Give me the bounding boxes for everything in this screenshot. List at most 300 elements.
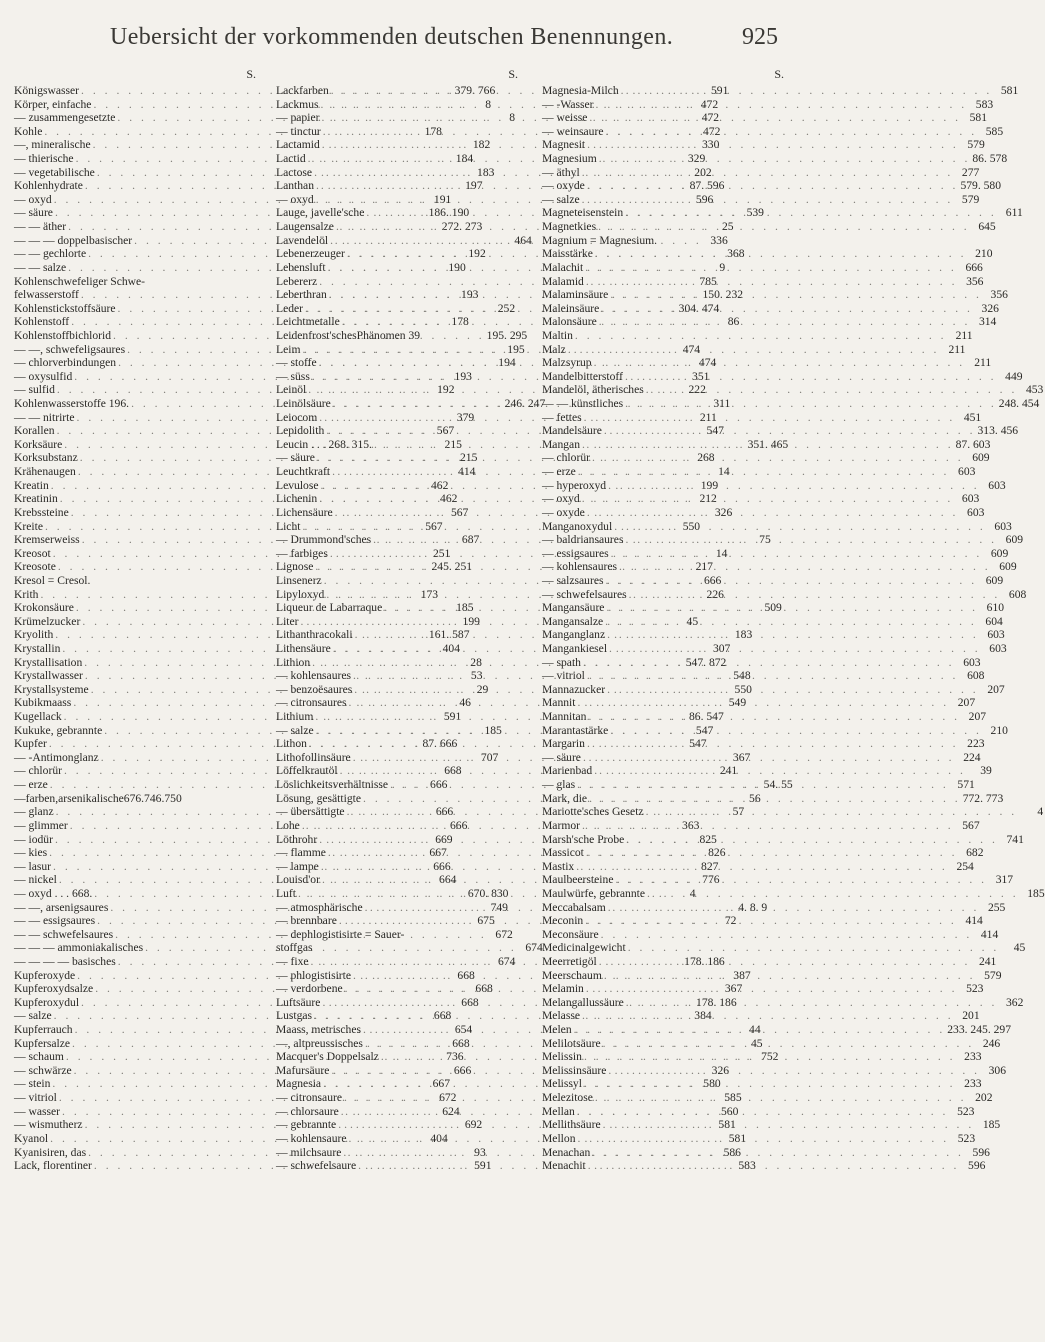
index-entry [542,1159,986,1173]
entry-term: Malaminsäure [542,288,609,302]
entry-term: — fixe [276,955,309,968]
entry-page-ref: 28 [470,655,482,669]
index-entry [542,124,1004,139]
dot-leader [625,370,997,384]
entry-term: Lustgas [276,1009,313,1023]
entry-term: — — nitrirte [14,410,75,424]
entry-term: — glanz [14,805,54,819]
entry-term: — glas [542,778,576,792]
entry-page-ref: 666 [450,818,468,832]
entry-page-ref: 217 [695,560,713,574]
entry-page-ref: 379 [456,410,475,424]
entry-page-ref: 667 [429,846,447,860]
index-entry [542,955,997,969]
entry-term: Mangankiesel [542,641,608,655]
entry-page-ref: 474 [698,356,717,370]
entry-page-ref: 161. 587 [428,628,470,642]
entry-term: Leiocom [276,410,318,424]
entry-page-ref: 4. 8. 9 [738,900,768,914]
entry-term: — citronsaure [276,1091,342,1105]
entry-page-ref: 668 [457,968,475,982]
entry-list [542,84,1045,1173]
entry-term: — übersättigte [276,805,345,819]
entry-term: — — äther [14,220,67,234]
index-entry [542,533,1024,547]
entry-page-ref: 272. 273 [441,220,483,234]
index-entry [542,260,983,275]
index-entry [542,1009,980,1023]
dot-leader [594,764,966,778]
entry-page-ref: 215 [444,437,462,451]
entry-term: — —, arsenigsaures [14,900,109,914]
index-entry [542,1104,975,1119]
entry-term: Leichtmetalle [276,315,340,329]
entry-page-ref: 185 [456,601,474,615]
entry-page-ref: 185 [484,723,502,737]
entry-term: — salze [276,723,314,737]
entry-page-ref: 674 [497,955,516,968]
entry-term: Maass, metrisches [276,1023,362,1037]
entry-page-ref: 8 [485,97,492,111]
entry-term: Liqueur de Labarraque [276,601,383,615]
entry-term: Lauge, javelle'sche [276,206,365,220]
entry-page-ref: 178. 186 [684,955,725,968]
index-entry [542,437,991,452]
index-entry [542,832,1024,847]
entry-page-ref: 749 [490,900,508,914]
entry-term: — milchsaure [276,1145,342,1159]
dot-leader [585,914,957,928]
index-entry [542,995,1024,1010]
entry-term: Mangansäure [542,601,605,615]
entry-page-ref: 311 [713,397,731,411]
dot-leader [607,683,979,697]
entry-page-ref: 192 [468,247,486,261]
entry-term: — süss [276,369,310,383]
dot-leader [587,138,959,152]
entry-term: Kresol = Cresol. [14,573,91,587]
entry-page-ref: 222 [688,383,706,397]
entry-term: Kohlenstickstoffsäure [14,301,116,315]
entry-term: Lithon [276,737,307,751]
entry-page-ref: 199 [462,614,480,628]
entry-page-ref: 666 [433,859,451,873]
entry-term: — chlorverbindungen [14,356,117,370]
entry-term: Melezitose [542,1091,593,1105]
entry-page-ref: 523 [966,982,984,996]
entry-page-ref: 707 [480,750,499,764]
index-entry [542,818,980,833]
index-entry [542,900,1006,915]
entry-term: Mellan [542,1104,575,1118]
column-heading: S. [246,67,256,81]
entry-term: Magnium = Magnesium. [542,233,658,247]
entry-term: Lanthan [276,179,314,193]
index-entry [542,397,1040,411]
dot-leader [588,710,960,724]
dot-leader [615,873,987,887]
dot-leader [582,166,954,180]
entry-page-ref: 190 [448,260,466,274]
entry-term: Lichensäure [276,505,333,519]
entry-term: Mastix [542,859,575,873]
entry-term: — zusammengesetzte [14,111,116,125]
entry-page-ref: 351 [692,369,710,383]
dot-leader [605,615,977,629]
index-entry [542,805,1044,819]
entry-term: — kohlensaures [276,669,352,683]
index-entry [542,587,1027,602]
entry-page-ref: 178 [451,315,469,329]
dot-leader [608,901,980,915]
entry-term: Kohlenhydrate [14,179,83,193]
dot-leader [583,656,955,670]
entry-term: Marmor [542,818,580,832]
entry-page-ref: 611 [1005,206,1023,220]
entry-term: — fettes [542,410,582,424]
entry-page-ref: 581 [718,1118,736,1132]
entry-term: Lactamid [276,138,320,152]
entry-page-ref: 351. 465 [747,437,789,451]
entry-term: — oxyde [542,179,585,193]
entry-term: — -Antimonglanz [14,750,99,764]
index-entry [542,710,987,724]
entry-page-ref: 670. 830 [467,886,509,900]
entry-page-ref: 666 [703,573,722,587]
column-heading: S. [508,67,518,81]
entry-term: Liter [276,614,299,628]
entry-term: Meerschaum [542,968,602,982]
entry-page-ref: 241 [978,955,997,968]
entry-page-ref: 326 [981,301,999,315]
entry-page-ref: 226 [706,587,724,601]
entry-term: Maisstärke [542,247,593,261]
entry-page-ref: 579 [961,192,980,206]
entry-page-ref: 472 [701,111,720,125]
entry-page-ref: 186. 190 [428,206,470,220]
index-entry [542,220,996,234]
entry-page-ref: 674 [525,941,543,955]
entry-page-ref: 233 [964,1077,982,1091]
dot-leader [646,383,1018,397]
entry-term: — — — — basisches [14,955,116,968]
index-entry [542,982,984,996]
entry-term: Louisd'or [276,873,320,887]
entry-term: — — — ammoniakalisches [14,941,144,955]
entry-term: Kohle [14,124,43,138]
dot-leader [598,220,970,234]
index-entry [542,356,992,370]
dot-leader [647,887,1019,901]
entry-page-ref: 233. 245. 297 [947,1023,1011,1037]
entry-term: Kugellack [14,710,62,724]
entry-term: — oxyd [276,192,314,206]
dot-leader [582,438,954,452]
index-entry [542,968,1002,983]
entry-term: Kryolith [14,628,54,642]
entry-term: Meccabalsam [542,900,606,914]
index-entry [542,179,1002,193]
entry-term: Meconsäure [542,927,599,941]
index-entry [542,927,999,942]
entry-term: Mark, die [542,791,588,805]
entry-page-ref: 603 [989,641,1007,655]
entry-term: Lösung, gesättigte [276,791,362,805]
entry-term: Medicinalgewicht [542,941,626,955]
entry-page-ref: 45 [1013,941,1026,955]
entry-page-ref: 384 [694,1009,712,1023]
index-entry [542,1118,1001,1132]
entry-term: Luftsäure [276,995,321,1009]
entry-page-ref: 668 [475,982,493,996]
dot-leader [587,669,959,683]
index-entry [542,152,1008,166]
entry-term: Lithanthracokali [276,628,353,642]
entry-page-ref: 277 [961,165,980,179]
dot-leader [625,397,997,411]
entry-page-ref: 579. 580 [960,179,1002,193]
entry-page-ref: 548 [733,669,751,683]
entry-term: Melasse [542,1009,580,1023]
entry-page-ref: 682 [966,846,984,860]
entry-page-ref: 608 [967,669,985,683]
entry-term: — baldriansaures [542,533,624,547]
entry-page-ref: 215 [459,451,478,465]
entry-term: Kreatin [14,478,49,492]
dot-leader [625,206,997,220]
entry-page-ref: 672 [495,927,513,941]
entry-page-ref: 669 [435,832,453,846]
entry-term: Kupferoxydsalze [14,982,94,996]
entry-term: —, mineralische [14,138,91,152]
entry-page-ref: 363 [682,818,700,832]
entry-term: Marsh'sche Probe [542,832,625,846]
entry-term: Kupfer [14,737,47,751]
entry-term: — flamme [276,846,326,860]
entry-term: Margarin [542,737,585,751]
entry-term: Linsenerz [276,573,322,587]
entry-term: Mafursäure [276,1063,330,1077]
dot-leader [610,724,982,738]
entry-page-ref: 14 [715,546,728,560]
entry-page-ref: 201 [962,1009,980,1023]
entry-page-ref: 207 [987,682,1005,696]
entry-page-ref: 183 [477,165,495,179]
entry-page-ref: 667 [432,1077,450,1091]
entry-page-ref: 255 [987,900,1006,914]
entry-page-ref: 547. 872 [685,655,727,669]
index-entry [14,192,452,207]
dot-leader [584,411,956,425]
entry-page-ref: 603 [963,655,981,669]
entry-page-ref: 453 [1025,383,1044,397]
entry-page-ref: 827 [701,859,719,873]
entry-term: Maltin [542,328,573,342]
entry-term: — chlorür [542,451,590,465]
entry-page-ref: 785 [699,274,717,288]
entry-page-ref: 241 [719,764,738,778]
entry-page-ref: 245. 251 [431,560,473,574]
entry-page-ref: 248. 454 [998,397,1040,411]
entry-page-ref: 752 [761,1050,779,1064]
entry-page-ref: 472 [702,124,721,138]
entry-page-ref: 54. 55 [763,778,793,792]
entry-term: Kreosot [14,546,51,560]
entry-page-ref: 603 [994,519,1012,533]
entry-term: Lack, florentiner [14,1159,92,1173]
entry-term: Kupfersalze [14,1036,71,1050]
dot-leader [592,451,964,465]
index-entry [542,519,1012,534]
entry-page-ref: 547 [706,424,724,438]
index-entry [542,764,992,778]
entry-term: — salzsaures [542,573,604,587]
entry-page-ref: 4 [1037,805,1044,819]
entry-term: — oxyd [542,492,580,506]
dot-leader [582,1009,954,1023]
entry-page-ref: 313. 456 [977,424,1019,438]
entry-term: — farbiges [276,546,328,560]
index-entry [542,369,1023,384]
entry-term: — vitriol [14,1091,57,1105]
dot-leader [604,969,976,983]
entry-term: Krokonsäure [14,601,74,615]
entry-term: Mandelöl, ätherisches [542,383,644,397]
index-entry [542,1091,993,1105]
entry-page-ref: 609 [972,451,990,465]
dot-leader [583,751,955,765]
entry-page-ref: 666 [965,260,983,274]
index-entry [542,301,999,316]
entry-page-ref: 583 [738,1159,756,1173]
entry-page-ref: 246 [982,1036,1001,1050]
index-entry [542,873,1014,887]
index-entry [542,886,1045,901]
entry-page-ref: 87. 666 [422,737,458,751]
index-entry [542,247,993,261]
entry-page-ref: 567 [425,519,443,533]
entry-page-ref: 185 [1027,886,1045,900]
entry-term: — papier [276,111,320,125]
dot-leader [586,982,958,996]
entry-term: — weisse [542,111,588,125]
entry-page-ref: 462 [440,492,458,506]
entry-page-ref: 86. 578 [972,152,1008,166]
index-entry [542,138,985,152]
entry-term: Kremserweiss [14,533,80,547]
entry-term: — brennbare [276,914,337,928]
entry-page-ref: 404 [430,1131,448,1145]
dot-leader [575,329,947,343]
entry-page-ref: 387 [733,968,751,982]
index-entry [542,723,1008,738]
dot-leader [594,356,966,370]
entry-term: Kohlenstoffbichlorid [14,328,112,342]
entry-page-ref: 550 [734,682,752,696]
entry-page-ref: 609 [1005,533,1024,547]
entry-term: — — gechlorte [14,247,87,261]
dot-leader [614,520,986,534]
entry-term: — erze [542,465,576,479]
entry-term: —farben,arsenikalische676.746.750 [14,791,182,805]
entry-term: Krümelzucker [14,614,81,628]
dot-leader [611,547,983,561]
entry-page-ref: 184 [455,152,474,166]
entry-term: — salze [14,1009,52,1023]
entry-term: — salze [542,192,580,206]
entry-term: — vitriol [542,669,585,683]
entry-term: — gebrannte [276,1118,337,1132]
entry-term: Lithofollinsäure [276,750,351,764]
entry-term: Melissinsäure [542,1063,607,1077]
index-entry [276,750,751,765]
entry-page-ref: 585 [724,1091,742,1105]
index-entry [542,315,997,329]
entry-page-ref: 736 [446,1050,464,1064]
entry-page-ref: 211 [955,328,973,342]
entry-page-ref: 202 [975,1091,993,1105]
entry-term: Luft [276,886,296,900]
dot-leader [625,533,997,547]
entry-term: Leidenfrost'schesPhänomen 39 [276,328,421,342]
entry-page-ref: 368 [727,247,745,261]
entry-page-ref: 772. 773 [962,791,1004,805]
entry-page-ref: 609 [985,573,1004,587]
entry-page-ref: 603 [988,478,1006,492]
dot-leader [621,84,993,98]
index-entry [14,574,262,588]
dot-leader [599,315,971,329]
entry-term: Laugensalze [276,220,334,234]
entry-page-ref: 183 [734,628,753,642]
entry-page-ref: 547 [689,737,707,751]
dot-leader [589,792,961,806]
entry-term: Meconin [542,914,584,928]
entry-page-ref: 45 [750,1036,763,1050]
entry-term: Menachan [542,1145,591,1159]
entry-page-ref: 314 [978,315,997,329]
entry-page-ref: 336 [710,233,728,247]
entry-term: Lactid [276,152,306,166]
index-entry [542,1063,1007,1078]
dot-leader [574,1023,946,1037]
entry-page-ref: 182 [472,138,491,152]
dot-leader [584,1077,956,1091]
index-entry [276,941,524,955]
entry-term: Melissyl [542,1077,582,1091]
index-entry [542,478,1006,493]
entry-term: felwasserstoff [14,288,79,302]
entry-term: — dephlogistisirte = Sauer- [276,927,405,941]
entry-page-ref: 603 [958,465,976,479]
index-entry [542,1077,982,1091]
entry-term: Kyanisiren, das [14,1145,87,1159]
entry-page-ref: 692 [464,1118,483,1132]
entry-term: Magnesia [276,1077,322,1091]
index-entry [542,424,1019,438]
entry-page-ref: 581 [1000,84,1019,97]
entry-term: — chlorsaure [276,1104,339,1118]
entry-page-ref: 86 [727,315,740,329]
entry-page-ref: 666 [430,778,448,792]
dot-leader [578,465,950,479]
index-entry [542,560,1017,574]
entry-term: — schwärze [14,1063,72,1077]
index-entry [542,1023,1011,1037]
index-entry [14,275,262,289]
entry-term: — äthyl [542,165,580,179]
index-entry [542,451,990,465]
